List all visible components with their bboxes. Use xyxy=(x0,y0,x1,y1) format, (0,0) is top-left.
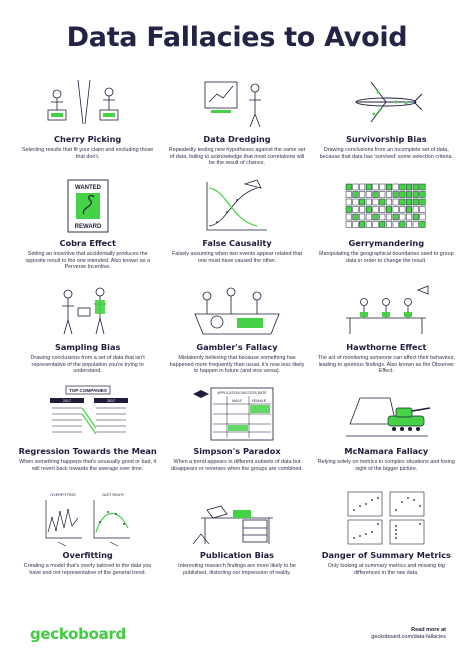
male-label: MALE xyxy=(232,399,242,403)
gerrymandering-cell xyxy=(420,199,426,205)
data-dredging-illustration xyxy=(187,72,287,132)
read-more-link[interactable]: geckoboard.com/data-fallacies xyxy=(371,634,446,640)
overfitting-label: OVERFITTING xyxy=(49,493,76,497)
wanted-poster-illustration xyxy=(38,176,138,236)
just-right-label: JUST RIGHT xyxy=(101,493,124,497)
gerrymandering-cell xyxy=(380,184,386,190)
year-a-label: 2017 xyxy=(62,399,71,403)
roulette-table-illustration xyxy=(187,280,287,340)
fallacy-title: False Causality xyxy=(202,238,272,248)
gerrymandering-cell xyxy=(373,207,379,213)
gerrymandering-cell xyxy=(413,199,419,205)
gerrymandering-cell xyxy=(380,214,386,220)
gerrymandering-cell xyxy=(373,214,379,220)
fallacy-grid xyxy=(17,72,457,592)
fallacy-card-data-dredging xyxy=(166,72,307,176)
gerrymandering-cell xyxy=(400,214,406,220)
fallacy-title: McNamara Fallacy xyxy=(344,446,429,456)
fallacy-card-publication-bias xyxy=(166,488,307,592)
gerrymandering-cell xyxy=(400,192,406,198)
gerrymandering-cell xyxy=(393,214,399,220)
gerrymandering-cell xyxy=(366,192,372,198)
plane-icon xyxy=(336,72,436,132)
gerrymandering-cell xyxy=(413,184,419,190)
geckoboard-logo[interactable]: geckoboard xyxy=(30,625,126,643)
gerrymandering-grid-illustration xyxy=(336,176,436,236)
read-more-label: Read more at xyxy=(411,627,446,633)
gerrymandering-cell xyxy=(400,207,406,213)
gerrymandering-cell xyxy=(393,199,399,205)
gerrymandering-cell xyxy=(346,199,352,205)
fallacy-title: Sampling Bias xyxy=(54,342,121,352)
year-b-label: 2017 xyxy=(106,399,115,403)
scatter-plots-illustration xyxy=(336,488,436,548)
false-causality-illustration xyxy=(187,176,287,236)
fallacy-card-gerrymandering xyxy=(316,176,457,280)
gerrymandering-cell xyxy=(373,222,379,228)
fallacy-title: Publication Bias xyxy=(199,550,275,560)
fallacy-title: Danger of Summary Metrics xyxy=(321,550,451,560)
gerrymandering-cell xyxy=(387,184,393,190)
overfitting-illustration xyxy=(38,488,138,548)
fallacy-card-gamblers-fallacy xyxy=(166,280,307,384)
fallacy-description: The act of monitoring someone can affect their behaviour, leading to spurious findings. Also known as the Observer Effect. xyxy=(317,355,456,375)
cherry-picking-illustration xyxy=(38,72,138,132)
gerrymandering-cell xyxy=(366,184,372,190)
gerrymandering-cell xyxy=(400,184,406,190)
gerrymandering-cell xyxy=(387,207,393,213)
fallacy-card-hawthorne-effect xyxy=(316,280,457,384)
gerrymandering-cell xyxy=(387,192,393,198)
fallacy-card-false-causality xyxy=(166,176,307,280)
gerrymandering-cell xyxy=(353,214,359,220)
fallacy-card-overfitting xyxy=(17,488,158,592)
gerrymandering-cell xyxy=(360,199,366,205)
gerrymandering-cell xyxy=(420,222,426,228)
fallacy-description: Drawing conclusions from an incomplete set of data, because that data has 'survived' some selection criteria. xyxy=(319,147,453,160)
gerrymandering-cell xyxy=(420,184,426,190)
wanted-label: WANTED xyxy=(74,185,101,191)
fallacy-card-cobra-effect xyxy=(17,176,158,280)
gerrymandering-cell xyxy=(407,207,413,213)
gerrymandering-cell xyxy=(393,184,399,190)
fallacy-title: Gambler's Fallacy xyxy=(196,342,278,352)
fallacy-title: Regression Towards the Mean xyxy=(18,446,157,456)
gerrymandering-cell xyxy=(353,207,359,213)
reward-label: REWARD xyxy=(74,224,101,230)
gerrymandering-cell xyxy=(413,222,419,228)
application-success-label: APPLICATION SUCCESS RATE xyxy=(217,391,267,395)
gerrymandering-cell xyxy=(346,184,352,190)
success-rate-table-illustration xyxy=(187,384,287,444)
sampling-bias-illustration xyxy=(38,280,138,340)
gerrymandering-cell xyxy=(360,222,366,228)
fallacy-card-sampling-bias xyxy=(17,280,158,384)
gerrymandering-cell xyxy=(360,214,366,220)
fallacy-card-cherry-picking xyxy=(17,72,158,176)
female-label: FEMALE xyxy=(251,399,267,403)
gerrymandering-cell xyxy=(366,214,372,220)
fallacy-description: Relying solely on metrics in complex situations and losing sight of the bigger picture. xyxy=(317,459,455,472)
fallacy-description: When something happens that's unusually good or bad, it will revert back towards the average over time. xyxy=(19,459,157,472)
fallacy-description: When a trend appears in different subsets of data but disappears or reverses when the groups are combined. xyxy=(171,459,303,472)
gerrymandering-cell xyxy=(393,192,399,198)
gerrymandering-cell xyxy=(380,222,386,228)
footer-read-more xyxy=(371,627,446,640)
fallacy-description: Creating a model that's overly tailored to the data you have and not representative of the general trend. xyxy=(23,563,152,576)
gerrymandering-cell xyxy=(346,192,352,198)
gerrymandering-cell xyxy=(420,207,426,213)
gerrymandering-cell xyxy=(413,192,419,198)
gerrymandering-cell xyxy=(420,214,426,220)
gerrymandering-cell xyxy=(413,207,419,213)
fallacy-title: Cherry Picking xyxy=(54,134,122,144)
gerrymandering-cell xyxy=(380,199,386,205)
gerrymandering-cell xyxy=(393,207,399,213)
gerrymandering-cell xyxy=(420,192,426,198)
hawthorne-effect-illustration xyxy=(336,280,436,340)
gerrymandering-cell xyxy=(407,184,413,190)
top-companies-chart-illustration xyxy=(38,384,138,444)
fallacy-description: Setting an incentive that accidentally produces the opposite result to the one intended. Also known as a Perverse Incentive. xyxy=(25,251,150,271)
gerrymandering-cell xyxy=(353,192,359,198)
gerrymandering-cell xyxy=(373,192,379,198)
gerrymandering-cell xyxy=(373,184,379,190)
gerrymandering-cell xyxy=(346,214,352,220)
fallacy-description: Manipulating the geographical boundaries used to group data in order to change the result. xyxy=(319,251,454,264)
gerrymandering-cell xyxy=(387,199,393,205)
fallacy-card-summary-metrics xyxy=(316,488,457,592)
gerrymandering-cell xyxy=(353,199,359,205)
gerrymandering-cell xyxy=(346,222,352,228)
gerrymandering-cell xyxy=(360,207,366,213)
fallacy-title: Overfitting xyxy=(62,550,113,560)
gerrymandering-cell xyxy=(400,199,406,205)
fallacy-description: Repeatedly testing new hypotheses against the same set of data, failing to acknowledge that most correlations will be the result of chance. xyxy=(168,147,306,167)
gerrymandering-cell xyxy=(407,222,413,228)
fallacy-title: Simpson's Paradox xyxy=(193,446,281,456)
gerrymandering-cell xyxy=(407,192,413,198)
fallacy-title: Survivorship Bias xyxy=(346,134,427,144)
gerrymandering-cell xyxy=(360,184,366,190)
gerrymandering-cell xyxy=(400,222,406,228)
gerrymandering-cell xyxy=(366,222,372,228)
fallacy-description: Selecting results that fit your claim and excluding those that don't. xyxy=(22,147,154,160)
fallacy-description: Falsely assuming when two events appear related that one must have caused the other. xyxy=(171,251,302,264)
fallacy-card-survivorship-bias xyxy=(316,72,457,176)
fallacy-card-mcnamara-fallacy xyxy=(316,384,457,488)
fallacy-title: Hawthorne Effect xyxy=(346,342,427,352)
page-title: Data Fallacies to Avoid xyxy=(66,22,408,53)
fallacy-title: Cobra Effect xyxy=(59,238,116,248)
gerrymandering-cell xyxy=(366,199,372,205)
fallacy-description: Only looking at summary metrics and missing big differences in the raw data. xyxy=(327,563,445,576)
fallacy-description: Mistakenly believing that because something has happened more frequently than usual, it's now less likely to happen in future (and vice versa). xyxy=(169,355,305,375)
gerrymandering-cell xyxy=(366,207,372,213)
gerrymandering-cell xyxy=(387,222,393,228)
fallacy-card-simpsons-paradox xyxy=(166,384,307,488)
desk-illustration xyxy=(187,488,287,548)
gerrymandering-cell xyxy=(387,214,393,220)
gerrymandering-cell xyxy=(373,199,379,205)
gerrymandering-cell xyxy=(380,207,386,213)
fallacy-title: Gerrymandering xyxy=(348,238,425,248)
fallacy-card-regression-to-mean xyxy=(17,384,158,488)
fallacy-description: Interesting research findings are more likely to be published, distorting our impression of reality. xyxy=(178,563,296,576)
gerrymandering-cell xyxy=(407,214,413,220)
gerrymandering-cell xyxy=(407,199,413,205)
gerrymandering-cell xyxy=(346,207,352,213)
top-companies-label: TOP COMPANIES xyxy=(68,388,107,393)
fallacy-description: Drawing conclusions from a set of data that isn't representative of the population you're trying to understand. xyxy=(30,355,145,375)
gerrymandering-cell xyxy=(353,222,359,228)
gerrymandering-cell xyxy=(353,184,359,190)
gerrymandering-cell xyxy=(360,192,366,198)
fallacy-title: Data Dredging xyxy=(203,134,271,144)
gerrymandering-cell xyxy=(393,222,399,228)
tank-illustration xyxy=(336,384,436,444)
gerrymandering-cell xyxy=(380,192,386,198)
gerrymandering-cell xyxy=(413,214,419,220)
